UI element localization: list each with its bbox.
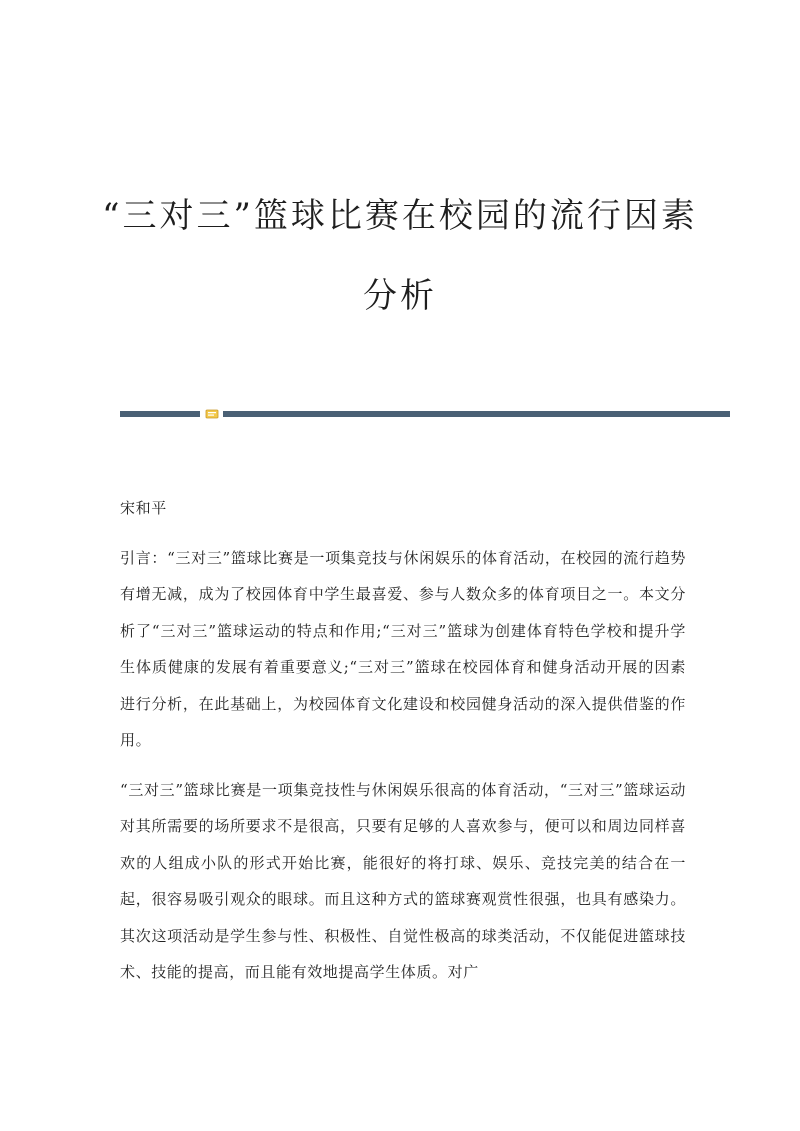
document-body	[120, 490, 686, 991]
abstract-paragraph: 引言：“三对三”篮球比赛是一项集竞技与休闲娱乐的体育活动，在校园的流行趋势有增无减，成为了校园体育中学生最喜爱、参与人数众多的体育项目之一。本文分析了“三对三”篮球运动的特点和作用;“三对三”篮球为创建体育特色学校和提升学生体质健康的发展有着重要意义;“三对三”篮球在校园体育和健身活动开展的因素进行分析，在此基础上，为校园体育文化建设和校园健身活动的深入提供借鉴的作用。	[120, 548, 686, 749]
divider-bar-right	[223, 411, 730, 417]
pencil-icon	[205, 408, 219, 420]
title-divider	[120, 408, 730, 420]
body-paragraph: “三对三”篮球比赛是一项集竞技性与休闲娱乐很高的体育活动，“三对三”篮球运动对其所需要的场所要求不是很高，只要有足够的人喜欢参与，便可以和周边同样喜欢的人组成小队的形式开始比赛，能很好的将打球、娱乐、竞技完美的结合在一起，很容易吸引观众的眼球。而且这种方式的篮球赛观赏性很强，也具有感染力。其次这项活动是学生参与性、积极性、自觉性极高的球类活动，不仅能促进篮球技术、技能的提高，而且能有效地提高学生体质。对广	[120, 780, 686, 981]
document-title-line-1: “三对三”篮球比赛在校园的流行因素	[102, 196, 698, 236]
document-title-line-2: 分析	[363, 276, 437, 316]
divider-bar-left	[120, 411, 200, 417]
author-name: 宋和平	[120, 499, 167, 517]
